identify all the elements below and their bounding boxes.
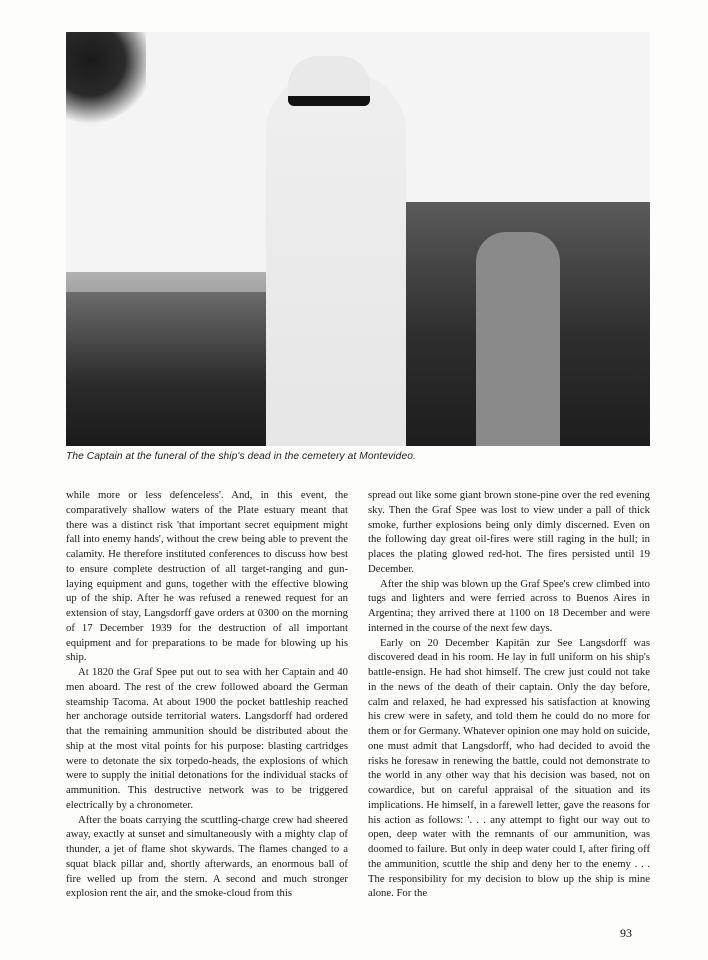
text-column-left	[66, 488, 348, 901]
paragraph: Early on 20 December Kapitän zur See Langsdorff was discovered dead in his room. He lay in full uniform on his ship's battle-ensign. He had shot himself. The crew just could not take in the news of the death of their captain. Only the day before, calm and relaxed, he had expressed his satisfaction at knowing his crew were in safety, and told them he could do no more for them or for Germany. Whatever opinion one may hold on suicide, one must admit that Langsdorff, who had decided to avoid the risks he foresaw in renewing the battle, could not demonstrate to the world in any other way that his decision was based, not on cowardice, but on careful appraisal of the situation and its implications. He himself, in a farewell letter, gave the reasons for his action as follows: '. . . any attempt to fight our way out to open, deep water with the remnants of our ammunition, was doomed to failure. But only in deep water could I, after firing off the ammunition, scuttle the ship and deny her to the enemy . . . The responsibility for my decision to blow up the ship is mine alone. For the	[368, 636, 650, 900]
paragraph: After the ship was blown up the Graf Spee's crew climbed into tugs and lighters and were ferried across to Buenos Aires in Argentina; they arrived there at 1100 on 18 December and were interned in the course of the next few days.	[368, 577, 650, 634]
photo-captain-cap	[288, 56, 370, 106]
paragraph: while more or less defenceless'. And, in this event, the comparatively shallow waters of the Plate estuary meant that there was a distinct risk 'that important secret equipment might fall into enemy hands', without the crew being able to prevent the calamity. He therefore instituted conferences to discuss how best to ensure complete destruction of all target-ranging and gun-laying equipment and guns, together with the effective blowing up of the ship. After he was refused a renewed request for an extension of stay, Langsdorff gave orders at 0300 on the morning of 17 December 1939 for the destruction of all important equipment and for preparations to be made for blowing up his ship.	[66, 489, 348, 664]
photo-crowd-left	[66, 292, 296, 446]
photo-tree-foliage	[66, 32, 146, 128]
photo-man-in-coat	[476, 232, 560, 446]
photo-captain-figure	[266, 72, 406, 446]
photo-caption: The Captain at the funeral of the ship's dead in the cemetery at Montevideo.	[66, 451, 416, 462]
paragraph: spread out like some giant brown stone-pine over the red evening sky. Then the Graf Spee was lost to view under a pall of thick smoke, further explosions being only dimly discerned. Even on the following day great oil-fires were still raging in the hull; in places the plating glowed red-hot. The fires persisted until 19 December.	[368, 489, 650, 575]
funeral-photograph	[66, 32, 650, 446]
paragraph: At 1820 the Graf Spee put out to sea with her Captain and 40 men aboard. The rest of the crew followed aboard the German steamship Tacoma. At about 1900 the pocket battleship reached her anchorage outside territorial waters. Langsdorff had ordered that the remaining ammunition should be distributed about the ship at the most vital points for his purpose: blasting cartridges were to detonate the six torpedo-heads, the explosions of which were to supply the initial detonations for the individual stacks of ammunition. This destructive network was to be triggered electrically by a chronometer.	[66, 666, 348, 811]
page-number: 93	[620, 926, 632, 940]
paragraph: After the boats carrying the scuttling-charge crew had sheered away, exactly at sunset and simultaneously with a mighty clap of thunder, a jet of flame shot skywards. The flames changed to a squat black pillar and, shortly afterwards, an enormous ball of fire welled up from the stern. A second and much stronger explosion rent the air, and the smoke-cloud from this	[66, 813, 348, 900]
text-column-right	[368, 488, 650, 901]
